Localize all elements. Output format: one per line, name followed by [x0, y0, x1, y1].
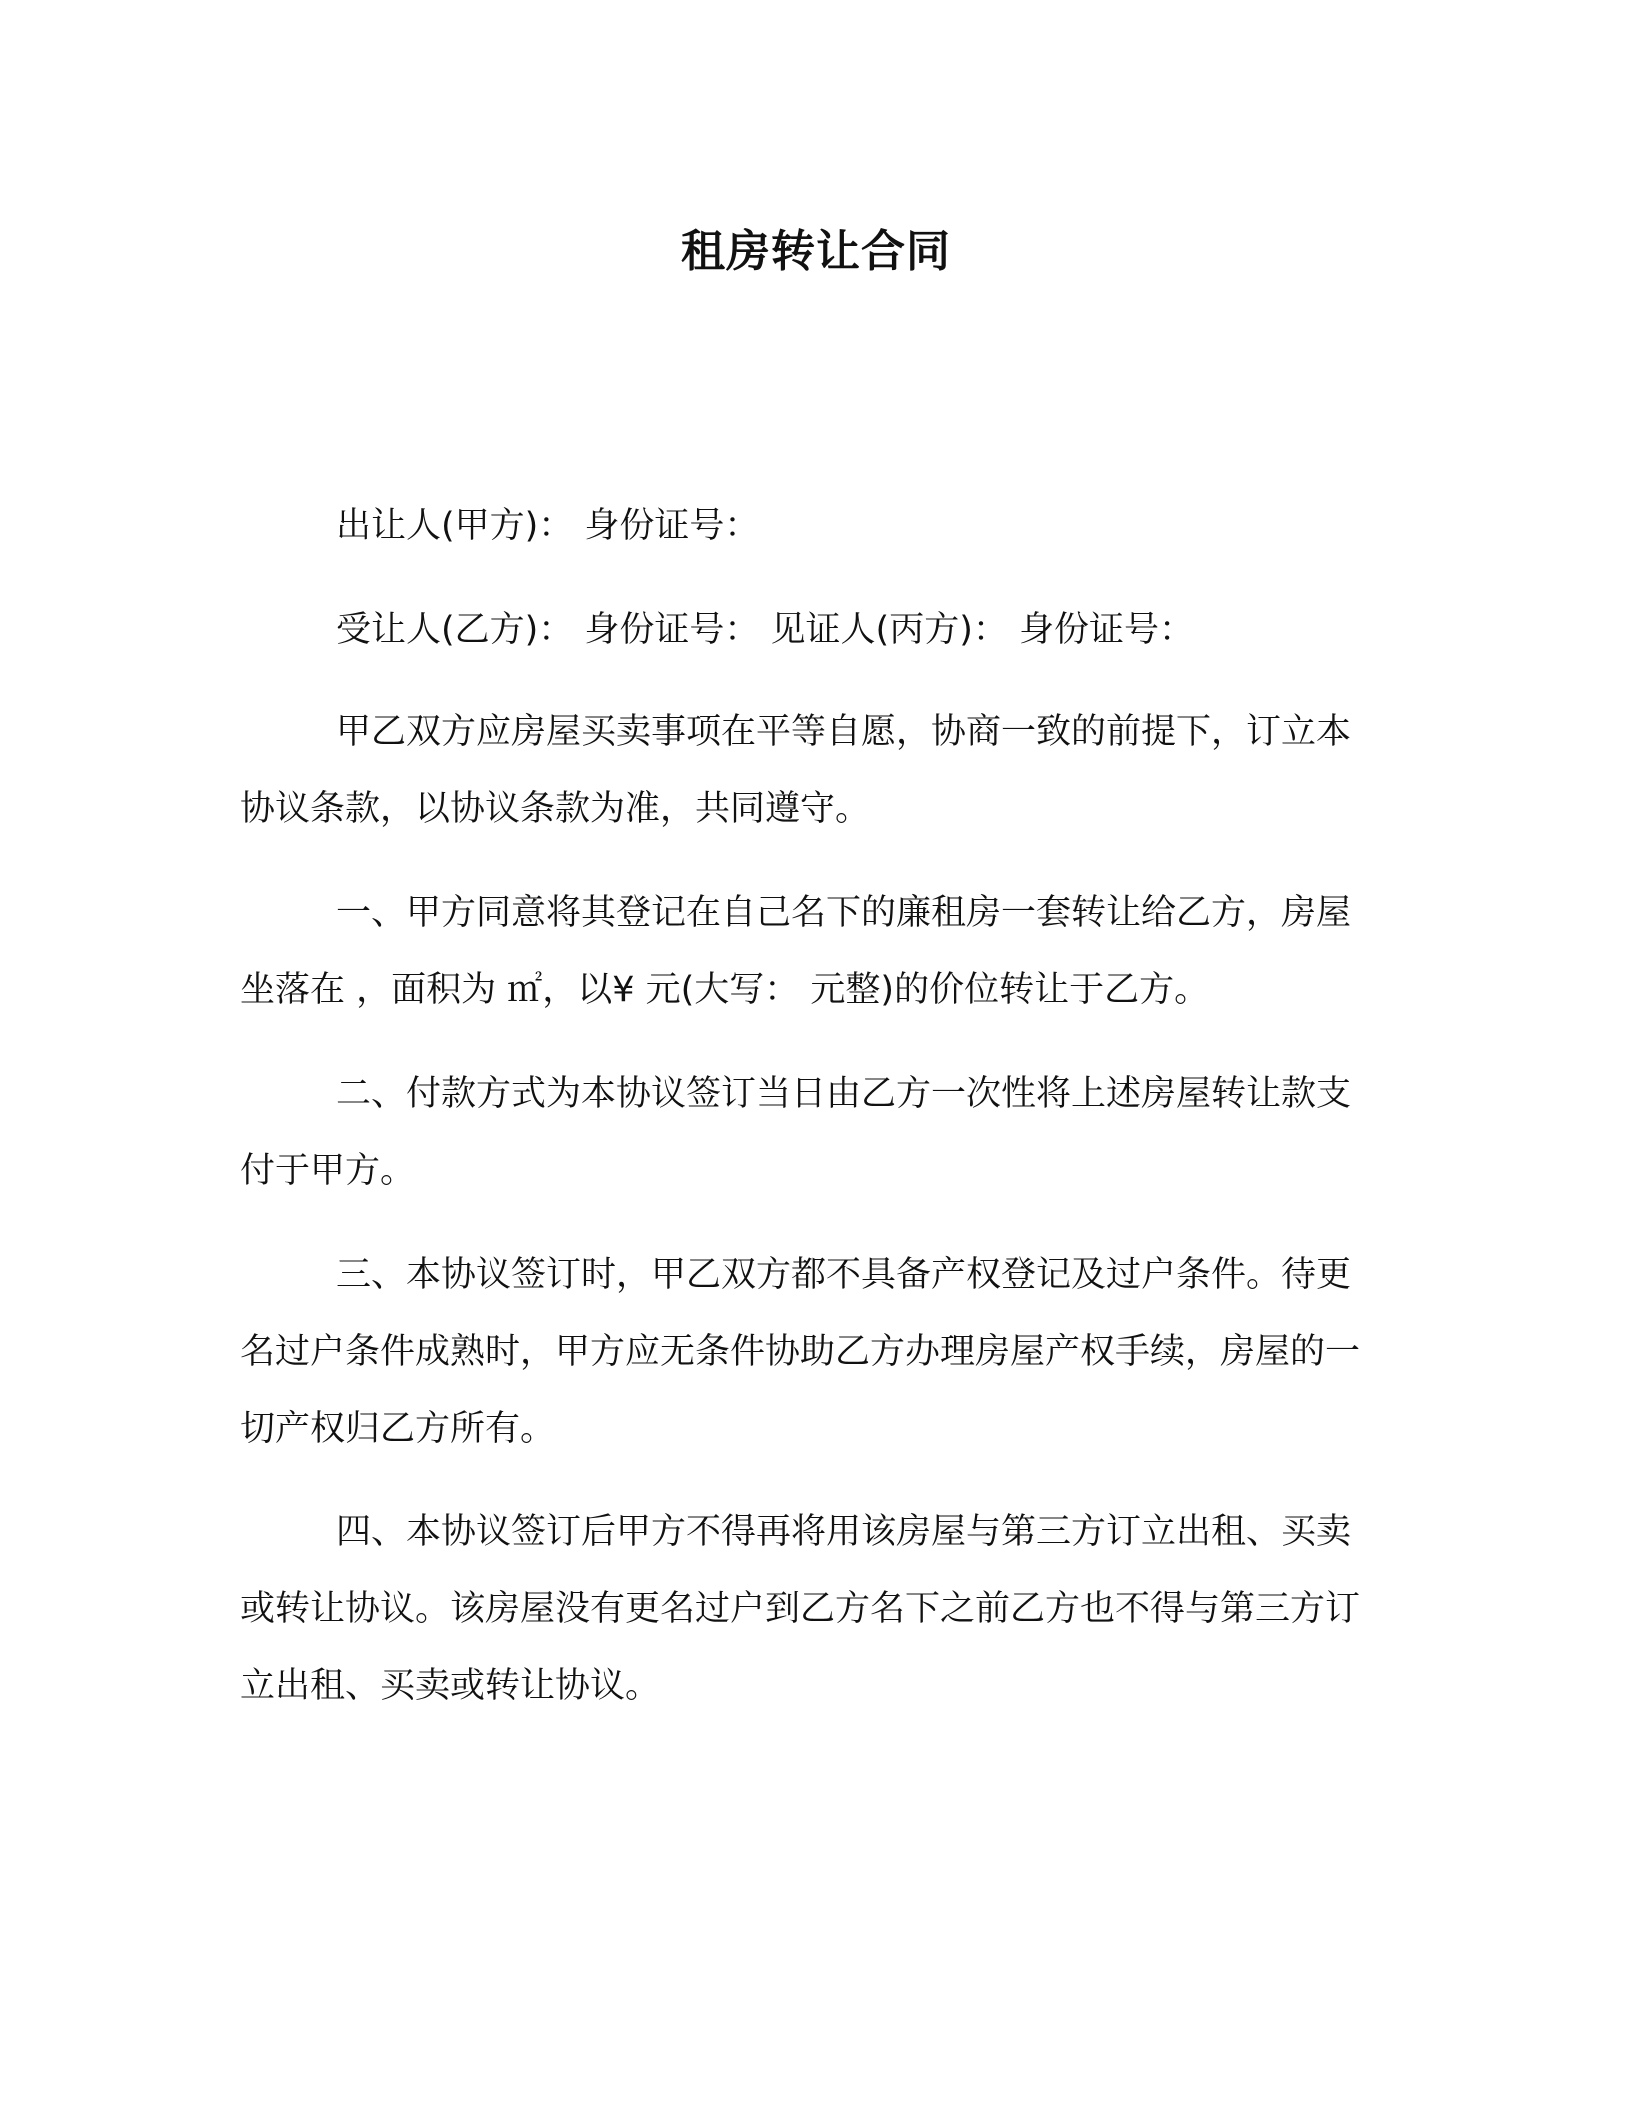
- clause-2-paragraph: 二、付款方式为本协议签订当日由乙方一次性将上述房屋转让款支付于甲方。: [240, 1074, 1352, 1191]
- clause-4-paragraph: 四、本协议签订后甲方不得再将用该房屋与第三方订立出租、买卖或转让协议。该房屋没有更名过户到乙方名下之前乙方也不得与第三方订立出租、买卖或转让协议。: [240, 1512, 1361, 1706]
- party-a-line: 出让人(甲方)： 身份证号：: [336, 506, 760, 546]
- clause-1-paragraph: 一、甲方同意将其登记在自己名下的廉租房一套转让给乙方，房屋坐落在 ，面积为 ㎡，以¥ 元(大写： 元整)的价位转让于乙方。: [240, 893, 1352, 1010]
- party-b-line: 受让人(乙方)： 身份证号： 见证人(丙方)： 身份证号：: [336, 610, 1194, 650]
- preamble-paragraph: 甲乙双方应房屋买卖事项在平等自愿，协商一致的前提下，订立本协议条款，以协议条款为准，共同遵守。: [240, 712, 1352, 829]
- document-title: 租房转让合同: [681, 226, 951, 277]
- clause-3-paragraph: 三、本协议签订时，甲乙双方都不具备产权登记及过户条件。待更名过户条件成熟时，甲方应无条件协助乙方办理房屋产权手续，房屋的一切产权归乙方所有。: [240, 1255, 1361, 1449]
